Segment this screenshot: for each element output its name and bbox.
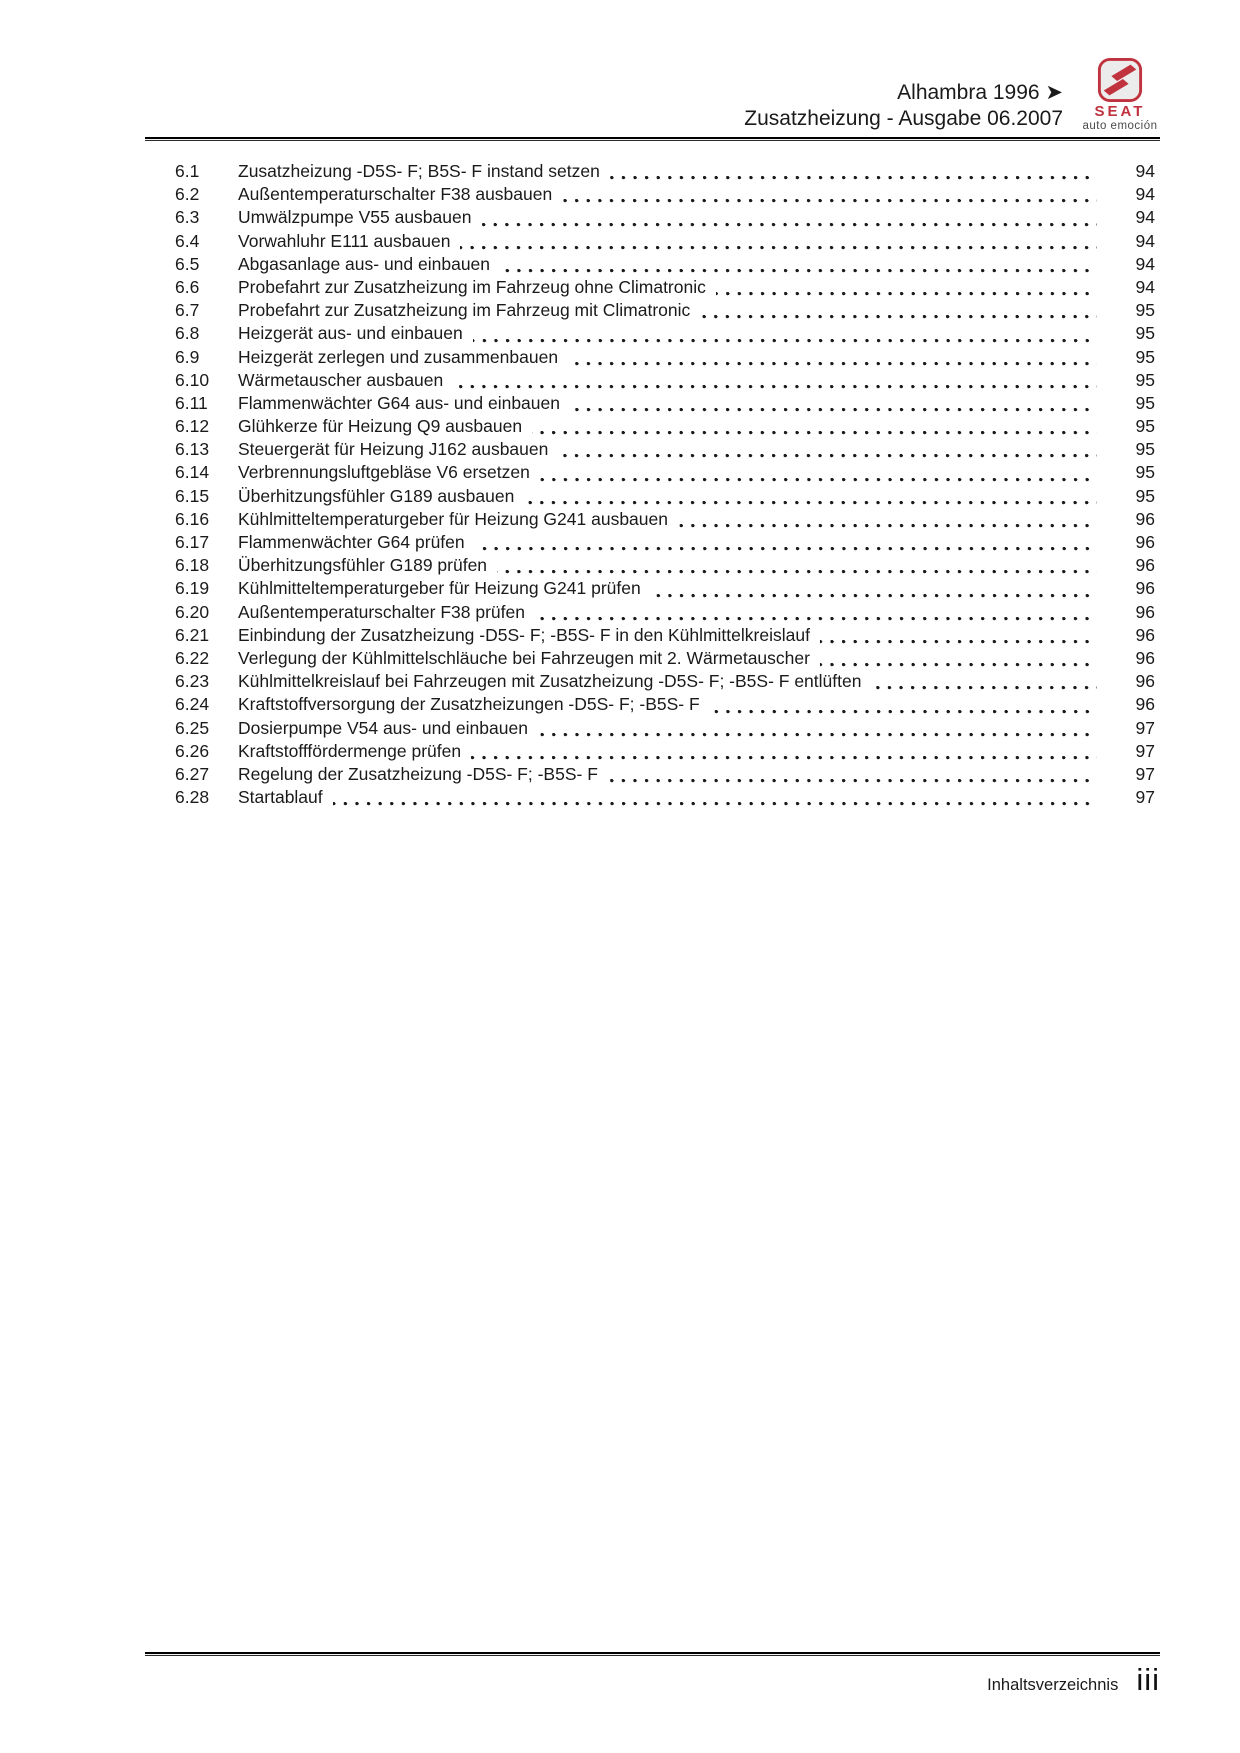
toc-entry-title: Außentemperaturschalter F38 prüfen	[238, 601, 525, 622]
toc-row	[175, 555, 1155, 578]
toc-page-number: 94	[1135, 253, 1155, 274]
toc-entry-title: Überhitzungsfühler G189 prüfen	[238, 555, 488, 576]
toc-entry-title: Steuergerät für Heizung J162 ausbauen	[238, 439, 549, 460]
toc-entry-title: Kühlmitteltemperaturgeber für Heizung G241 prüfen	[238, 578, 641, 599]
dot-leader	[562, 197, 1097, 203]
toc-entry-title: Kühlmitteltemperaturgeber für Heizung G241 ausbauen	[238, 508, 668, 529]
toc-entry-title: Abgasanlage aus- und einbauen	[238, 253, 491, 274]
toc-page-number: 96	[1135, 671, 1155, 692]
header-edition-line: Zusatzheizung - Ausgabe 06.2007	[744, 107, 1063, 130]
toc-row	[175, 462, 1155, 485]
toc-entry-title: Startablauf	[238, 787, 323, 808]
toc-row	[175, 671, 1155, 694]
toc-page-number: 94	[1135, 207, 1155, 228]
footer-divider	[145, 1652, 1160, 1656]
dot-leader	[558, 452, 1097, 458]
dot-leader	[532, 429, 1097, 435]
toc-section-number: 6.3	[175, 207, 200, 228]
toc-entry-title: Überhitzungsfühler G189 ausbauen	[238, 485, 515, 506]
toc-row	[175, 184, 1155, 207]
toc-row	[175, 254, 1155, 277]
toc-page-number: 96	[1135, 578, 1155, 599]
toc-section-number: 6.20	[175, 601, 210, 622]
toc-page-number: 94	[1135, 184, 1155, 205]
dot-leader	[538, 731, 1097, 737]
toc-row	[175, 764, 1155, 787]
toc-entry-title: Zusatzheizung -D5S- F; B5S- F instand setzen	[238, 161, 600, 181]
toc-section-number: 6.2	[175, 184, 200, 205]
toc-page-number: 96	[1135, 508, 1155, 529]
toc-entry-title: Einbindung der Zusatzheizung -D5S- F; -B5S- F in den Kühlmittelkreislauf	[238, 624, 810, 645]
seat-emblem-icon	[1097, 57, 1143, 103]
toc-page-number: 95	[1135, 392, 1155, 413]
toc-section-number: 6.8	[175, 323, 200, 344]
toc-row	[175, 277, 1155, 300]
toc-entry-title: Kraftstofffördermenge prüfen	[238, 740, 462, 761]
dot-leader	[820, 638, 1097, 644]
dot-leader	[716, 290, 1097, 296]
toc-entry-title: Flammenwächter G64 prüfen	[238, 532, 465, 552]
dot-leader	[610, 174, 1097, 180]
toc-entry-title: Umwälzpumpe V55 ausbauen	[238, 207, 472, 228]
toc-page-number: 95	[1135, 369, 1155, 390]
dot-leader	[568, 360, 1097, 366]
toc-section-number: 6.15	[175, 485, 210, 506]
dot-leader	[475, 545, 1097, 551]
toc-section-number: 6.27	[175, 763, 210, 784]
toc-page-number: 95	[1135, 462, 1155, 483]
toc-row	[175, 532, 1155, 555]
dot-leader	[608, 777, 1097, 783]
dot-leader	[535, 615, 1097, 621]
toc-page-number: 95	[1135, 416, 1155, 437]
header-divider	[145, 137, 1160, 141]
page-header	[744, 80, 1063, 132]
dot-leader	[460, 244, 1097, 250]
toc-section-number: 6.24	[175, 694, 210, 715]
toc-row	[175, 207, 1155, 230]
toc-row	[175, 602, 1155, 625]
toc-page-number: 94	[1135, 230, 1155, 251]
toc-section-number: 6.19	[175, 578, 210, 599]
dot-leader	[651, 592, 1097, 598]
toc-row	[175, 509, 1155, 532]
dot-leader	[570, 406, 1097, 412]
toc-row	[175, 439, 1155, 462]
toc-section-number: 6.14	[175, 462, 210, 483]
dot-leader	[497, 568, 1097, 574]
toc-section-number: 6.17	[175, 532, 210, 552]
dot-leader	[453, 383, 1097, 389]
toc-row	[175, 718, 1155, 741]
toc-page-number: 97	[1135, 787, 1155, 808]
toc-section-number: 6.13	[175, 439, 210, 460]
toc-section-number: 6.18	[175, 555, 210, 576]
dot-leader	[333, 800, 1097, 806]
toc-section-number: 6.7	[175, 300, 200, 321]
toc-entry-title: Außentemperaturschalter F38 ausbauen	[238, 184, 553, 205]
toc-entry-title: Vorwahluhr E111 ausbauen	[238, 230, 451, 251]
toc-entry-title: Flammenwächter G64 aus- und einbauen	[238, 392, 560, 413]
toc-page-number: 97	[1135, 717, 1155, 738]
dot-leader	[471, 754, 1097, 760]
toc-row	[175, 741, 1155, 764]
toc-section-number: 6.9	[175, 346, 200, 367]
seat-tagline: auto emoción	[1082, 120, 1158, 132]
toc-entry-title: Kühlmittelkreislauf bei Fahrzeugen mit Zusatzheizung -D5S- F; -B5S- F entlüften	[238, 671, 862, 692]
toc-page-number: 96	[1135, 647, 1155, 668]
toc-page-number: 95	[1135, 300, 1155, 321]
toc-section-number: 6.21	[175, 624, 210, 645]
table-of-contents	[175, 161, 1155, 810]
toc-page-number: 96	[1135, 532, 1155, 552]
dot-leader	[678, 522, 1097, 528]
footer-section-label: Inhaltsverzeichnis	[987, 1676, 1119, 1694]
toc-row	[175, 416, 1155, 439]
toc-row	[175, 486, 1155, 509]
toc-section-number: 6.1	[175, 161, 200, 181]
dot-leader	[700, 313, 1097, 319]
dot-leader	[524, 499, 1097, 505]
dot-leader	[871, 684, 1097, 690]
toc-row	[175, 300, 1155, 323]
dot-leader	[710, 708, 1097, 714]
dot-leader	[540, 476, 1097, 482]
toc-section-number: 6.23	[175, 671, 210, 692]
toc-section-number: 6.11	[175, 392, 208, 413]
toc-row	[175, 347, 1155, 370]
toc-page-number: 95	[1135, 346, 1155, 367]
toc-row	[175, 694, 1155, 717]
toc-page-number: 95	[1135, 485, 1155, 506]
toc-page-number: 95	[1135, 439, 1155, 460]
toc-entry-title: Heizgerät aus- und einbauen	[238, 323, 463, 344]
toc-section-number: 6.25	[175, 717, 210, 738]
toc-entry-title: Kraftstoffversorgung der Zusatzheizungen -D5S- F; -B5S- F	[238, 694, 700, 715]
dot-leader	[481, 221, 1097, 227]
toc-entry-title: Wärmetauscher ausbauen	[238, 369, 444, 390]
toc-entry-title: Glühkerze für Heizung Q9 ausbauen	[238, 416, 523, 437]
toc-page-number: 96	[1135, 694, 1155, 715]
toc-page-number: 96	[1135, 601, 1155, 622]
toc-row	[175, 578, 1155, 601]
toc-entry-title: Verlegung der Kühlmittelschläuche bei Fahrzeugen mit 2. Wärmetauscher	[238, 647, 810, 668]
seat-logo	[1079, 57, 1161, 133]
dot-leader	[500, 267, 1097, 273]
toc-row	[175, 323, 1155, 346]
page-footer	[987, 1662, 1160, 1698]
toc-page-number: 96	[1135, 555, 1155, 576]
toc-section-number: 6.10	[175, 369, 210, 390]
toc-section-number: 6.28	[175, 787, 210, 808]
toc-page-number: 96	[1135, 624, 1155, 645]
toc-section-number: 6.6	[175, 276, 200, 297]
toc-row	[175, 393, 1155, 416]
toc-row	[175, 625, 1155, 648]
toc-section-number: 6.5	[175, 253, 200, 274]
toc-page-number: 94	[1135, 276, 1155, 297]
toc-entry-title: Heizgerät zerlegen und zusammenbauen	[238, 346, 559, 367]
seat-wordmark: SEAT	[1094, 103, 1146, 120]
toc-page-number: 97	[1135, 763, 1155, 784]
header-model-line: Alhambra 1996 ➤	[897, 81, 1063, 104]
toc-section-number: 6.16	[175, 508, 210, 529]
dot-leader	[820, 661, 1097, 667]
toc-entry-title: Regelung der Zusatzheizung -D5S- F; -B5S- F	[238, 763, 598, 784]
toc-section-number: 6.22	[175, 647, 210, 668]
toc-page-number: 95	[1135, 323, 1155, 344]
toc-section-number: 6.12	[175, 416, 210, 437]
toc-entry-title: Verbrennungsluftgebläse V6 ersetzen	[238, 462, 530, 483]
toc-row	[175, 787, 1155, 810]
toc-entry-title: Probefahrt zur Zusatzheizung im Fahrzeug mit Climatronic	[238, 300, 691, 321]
toc-row	[175, 231, 1155, 254]
dot-leader	[473, 337, 1097, 343]
toc-page-number: 97	[1135, 740, 1155, 761]
footer-page-number: iii	[1136, 1662, 1160, 1697]
toc-entry-title: Probefahrt zur Zusatzheizung im Fahrzeug ohne Climatronic	[238, 276, 706, 297]
toc-row	[175, 370, 1155, 393]
toc-page-number: 94	[1135, 161, 1155, 181]
toc-entry-title: Dosierpumpe V54 aus- und einbauen	[238, 717, 528, 738]
toc-section-number: 6.26	[175, 740, 210, 761]
toc-section-number: 6.4	[175, 230, 200, 251]
toc-row	[175, 648, 1155, 671]
toc-row	[175, 161, 1155, 184]
